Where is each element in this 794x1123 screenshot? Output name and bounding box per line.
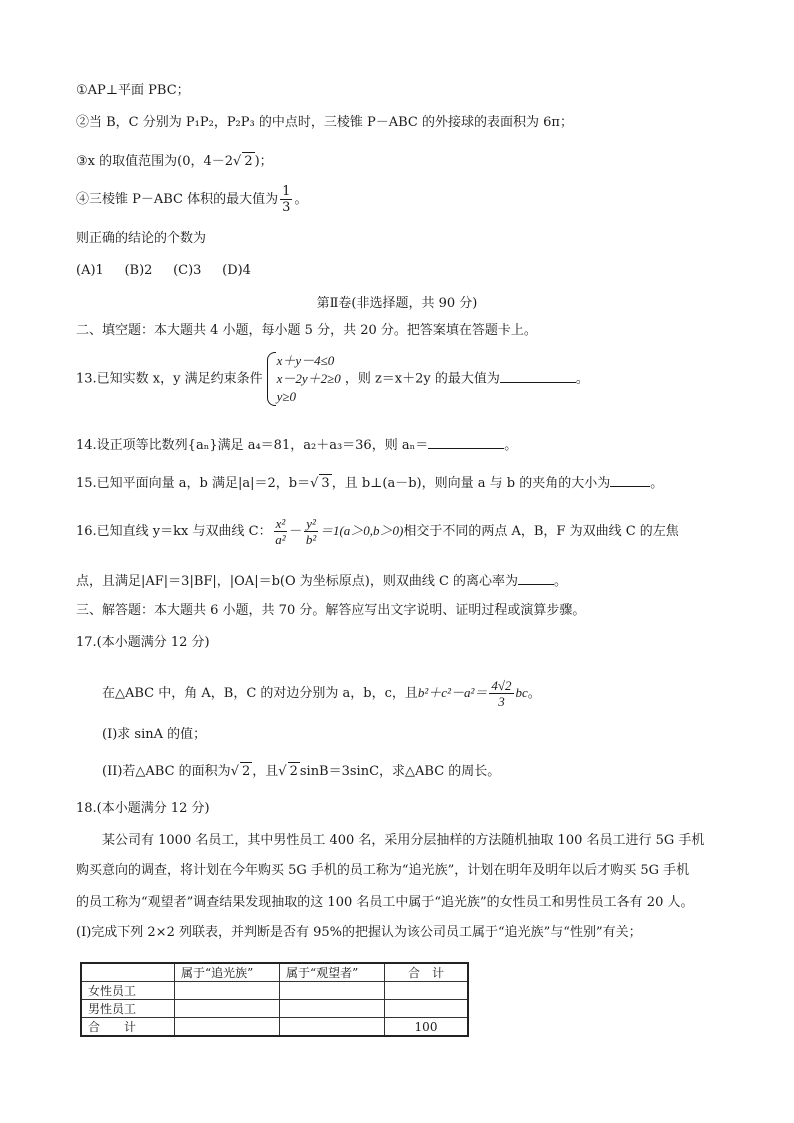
sqrt-symbol: √: [278, 764, 287, 779]
q17-stem-end: 。: [527, 686, 541, 701]
table-cell: [175, 1000, 280, 1018]
frac-numerator: x²: [275, 516, 286, 531]
q18-line-3: 的员工称为“观望者”调查结果发现抽取的这 100 名员工中属于“追光族”的女性员工和男性员工各有 20 人。: [76, 895, 694, 910]
q16-line2: 点，且满足|AF|＝3|BF|，|OA|＝b(O 为坐标原点)，则双曲线 C 的离心率为: [76, 574, 519, 589]
answer-blank-15: [610, 474, 650, 487]
fraction-one-third: [280, 184, 292, 215]
table-cell: 女性员工: [81, 982, 175, 1000]
section-2-heading: 二、填空题：本大题共 4 小题，每小题 5 分，共 20 分。把答案填在答题卡上。: [76, 323, 537, 338]
minus-sign: －: [289, 524, 303, 539]
q17-expression: b²＋c²－a²＝: [417, 685, 488, 700]
table-row: [81, 982, 468, 1000]
brace-icon: [267, 352, 276, 406]
table-row: [81, 1000, 468, 1018]
hyperbola-term-y: [304, 516, 318, 547]
table-row: [81, 1018, 468, 1037]
q17-p2-text: (II)若△ABC 的面积为: [102, 764, 231, 779]
section-3-heading: 三、解答题：本大题共 6 小题，共 70 分。解答应写出文字说明、证明过程或演算步骤。: [76, 603, 586, 618]
table-cell: [280, 1018, 385, 1037]
table-cell: [385, 1000, 469, 1018]
frac-denominator: 3: [282, 200, 291, 215]
contingency-table: [80, 962, 469, 1037]
q17-heading: 17.(本小题满分 12 分): [76, 635, 210, 650]
hyperbola-condition: ＝1(a＞0,b＞0): [319, 523, 404, 538]
q18-line-4: (I)完成下列 2×2 列联表，并判断是否有 95%的把握认为该公司员工属于“追光族”与“性别”有关；: [76, 925, 642, 940]
question-16: [76, 516, 679, 547]
q18-line-2: 购买意向的调查，将计划在今年购买 5G 手机的员工称为“追光族”，计划在明年及明年以后才购买 5G 手机: [76, 863, 690, 878]
question-13: [76, 352, 589, 406]
statement-2: ②当 B，C 分别为 P₁P₂，P₂P₃ 的中点时，三棱锥 P－ABC 的外接球的表面积为 6π；: [76, 115, 573, 130]
q14-end: 。: [504, 438, 518, 453]
table-cell: 合 计: [81, 1018, 175, 1037]
q15-radicand: 3: [321, 476, 330, 491]
q14-stem: 14.设正项等比数列{aₙ}满足 a₄＝81，a₂＋a₃＝36，则 aₙ＝: [76, 438, 429, 453]
table-cell: [280, 1000, 385, 1018]
answer-blank-13: [500, 370, 576, 383]
q13-stem: 13.已知实数 x，y 满足约束条件: [76, 371, 263, 387]
q15-end: 。: [650, 476, 664, 491]
q18-line-1: 某公司有 1000 名员工，其中男性员工 400 名，采用分层抽样的方法随机抽取 100 名员工进行 5G 手机: [102, 833, 705, 848]
q17-part-2: [102, 762, 500, 781]
frac-denominator: 3: [498, 694, 505, 709]
table-cell: [280, 982, 385, 1000]
table-header-cell: [81, 963, 175, 982]
statement-4-end: 。: [294, 192, 308, 207]
statement-3: [76, 152, 273, 171]
q17-p2-radicand-1: 2: [241, 764, 251, 779]
answer-options: (A)1 (B)2 (C)3 (D)4: [76, 263, 251, 278]
sqrt-symbol: √: [233, 154, 242, 169]
constraint-3: y≥0: [276, 389, 297, 404]
q17-part-1: (I)求 sinA 的值；: [102, 727, 207, 742]
frac-denominator: b²: [305, 532, 317, 547]
frac-numerator: 4√2: [491, 678, 512, 693]
q13-end: 。: [575, 371, 589, 387]
q18-heading: 18.(本小题满分 12 分): [76, 801, 210, 816]
frac-numerator: 1: [282, 184, 291, 199]
q17-p2-radicand-2: 2: [289, 764, 298, 779]
sqrt-symbol: √: [230, 764, 239, 779]
table-header-cell: 合 计: [385, 963, 469, 982]
statement-3-radicand: 2: [244, 154, 253, 169]
q16-stem: 16.已知直线 y＝kx 与双曲线 C：: [76, 524, 272, 539]
frac-numerator: y²: [306, 516, 316, 531]
table-cell: [385, 982, 469, 1000]
statement-4-text: ④三棱锥 P－ABC 体积的最大值为: [76, 192, 279, 207]
q17-stem-text: 在△ABC 中，角 A，B，C 的对边分别为 a，b，c，且: [102, 686, 418, 701]
q17-p2-mid: ，且: [252, 764, 279, 779]
question-prompt: 则正确的结论的个数为: [76, 231, 207, 246]
q17-fraction: [489, 678, 513, 709]
question-16-line-2: [76, 572, 567, 591]
frac-denominator: a²: [275, 532, 286, 547]
q17-stem: [102, 678, 541, 709]
q15-stem: 15.已知平面向量 a，b 满足|a|＝2，b＝: [76, 476, 311, 491]
statement-1: ①AP⊥平面 PBC；: [76, 83, 190, 98]
statement-3-text: ③x 的取值范围为(0，4－2: [76, 154, 234, 169]
table-cell: [175, 1018, 280, 1037]
q17-p2-tail: sinB＝3sinC，求△ABC 的周长。: [299, 764, 501, 779]
q16-tail: 相交于不同的两点 A，B，F 为双曲线 C 的左焦: [403, 524, 679, 539]
answer-blank-16: [518, 572, 554, 585]
table-cell: [175, 982, 280, 1000]
table-cell: 男性员工: [81, 1000, 175, 1018]
part-2-title: 第Ⅱ卷(非选择题，共 90 分): [316, 296, 478, 311]
question-15: [76, 474, 663, 493]
sqrt-symbol: √: [310, 476, 319, 491]
q17-bc: bc: [515, 685, 528, 700]
statement-4: [76, 184, 307, 215]
table-header-row: [81, 963, 468, 982]
table-header-cell: 属于“观望者”: [280, 963, 385, 982]
constraint-2: x－2y＋2≥0: [276, 371, 341, 386]
q13-tail: ，则 z＝x＋2y 的最大值为: [344, 371, 500, 387]
answer-blank-14: [428, 436, 504, 449]
q15-tail: ，且 b⊥(a－b)，则向量 a 与 b 的夹角的大小为: [331, 476, 611, 491]
table-header-cell: 属于“追光族”: [175, 963, 280, 982]
q16-end: 。: [554, 574, 568, 589]
statement-3-end: )；: [254, 154, 273, 169]
constraint-1: x＋y－4≤0: [276, 353, 335, 368]
question-14: [76, 436, 517, 455]
hyperbola-term-x: [274, 516, 288, 547]
table-cell: 100: [385, 1018, 469, 1037]
constraint-system: [267, 352, 341, 406]
